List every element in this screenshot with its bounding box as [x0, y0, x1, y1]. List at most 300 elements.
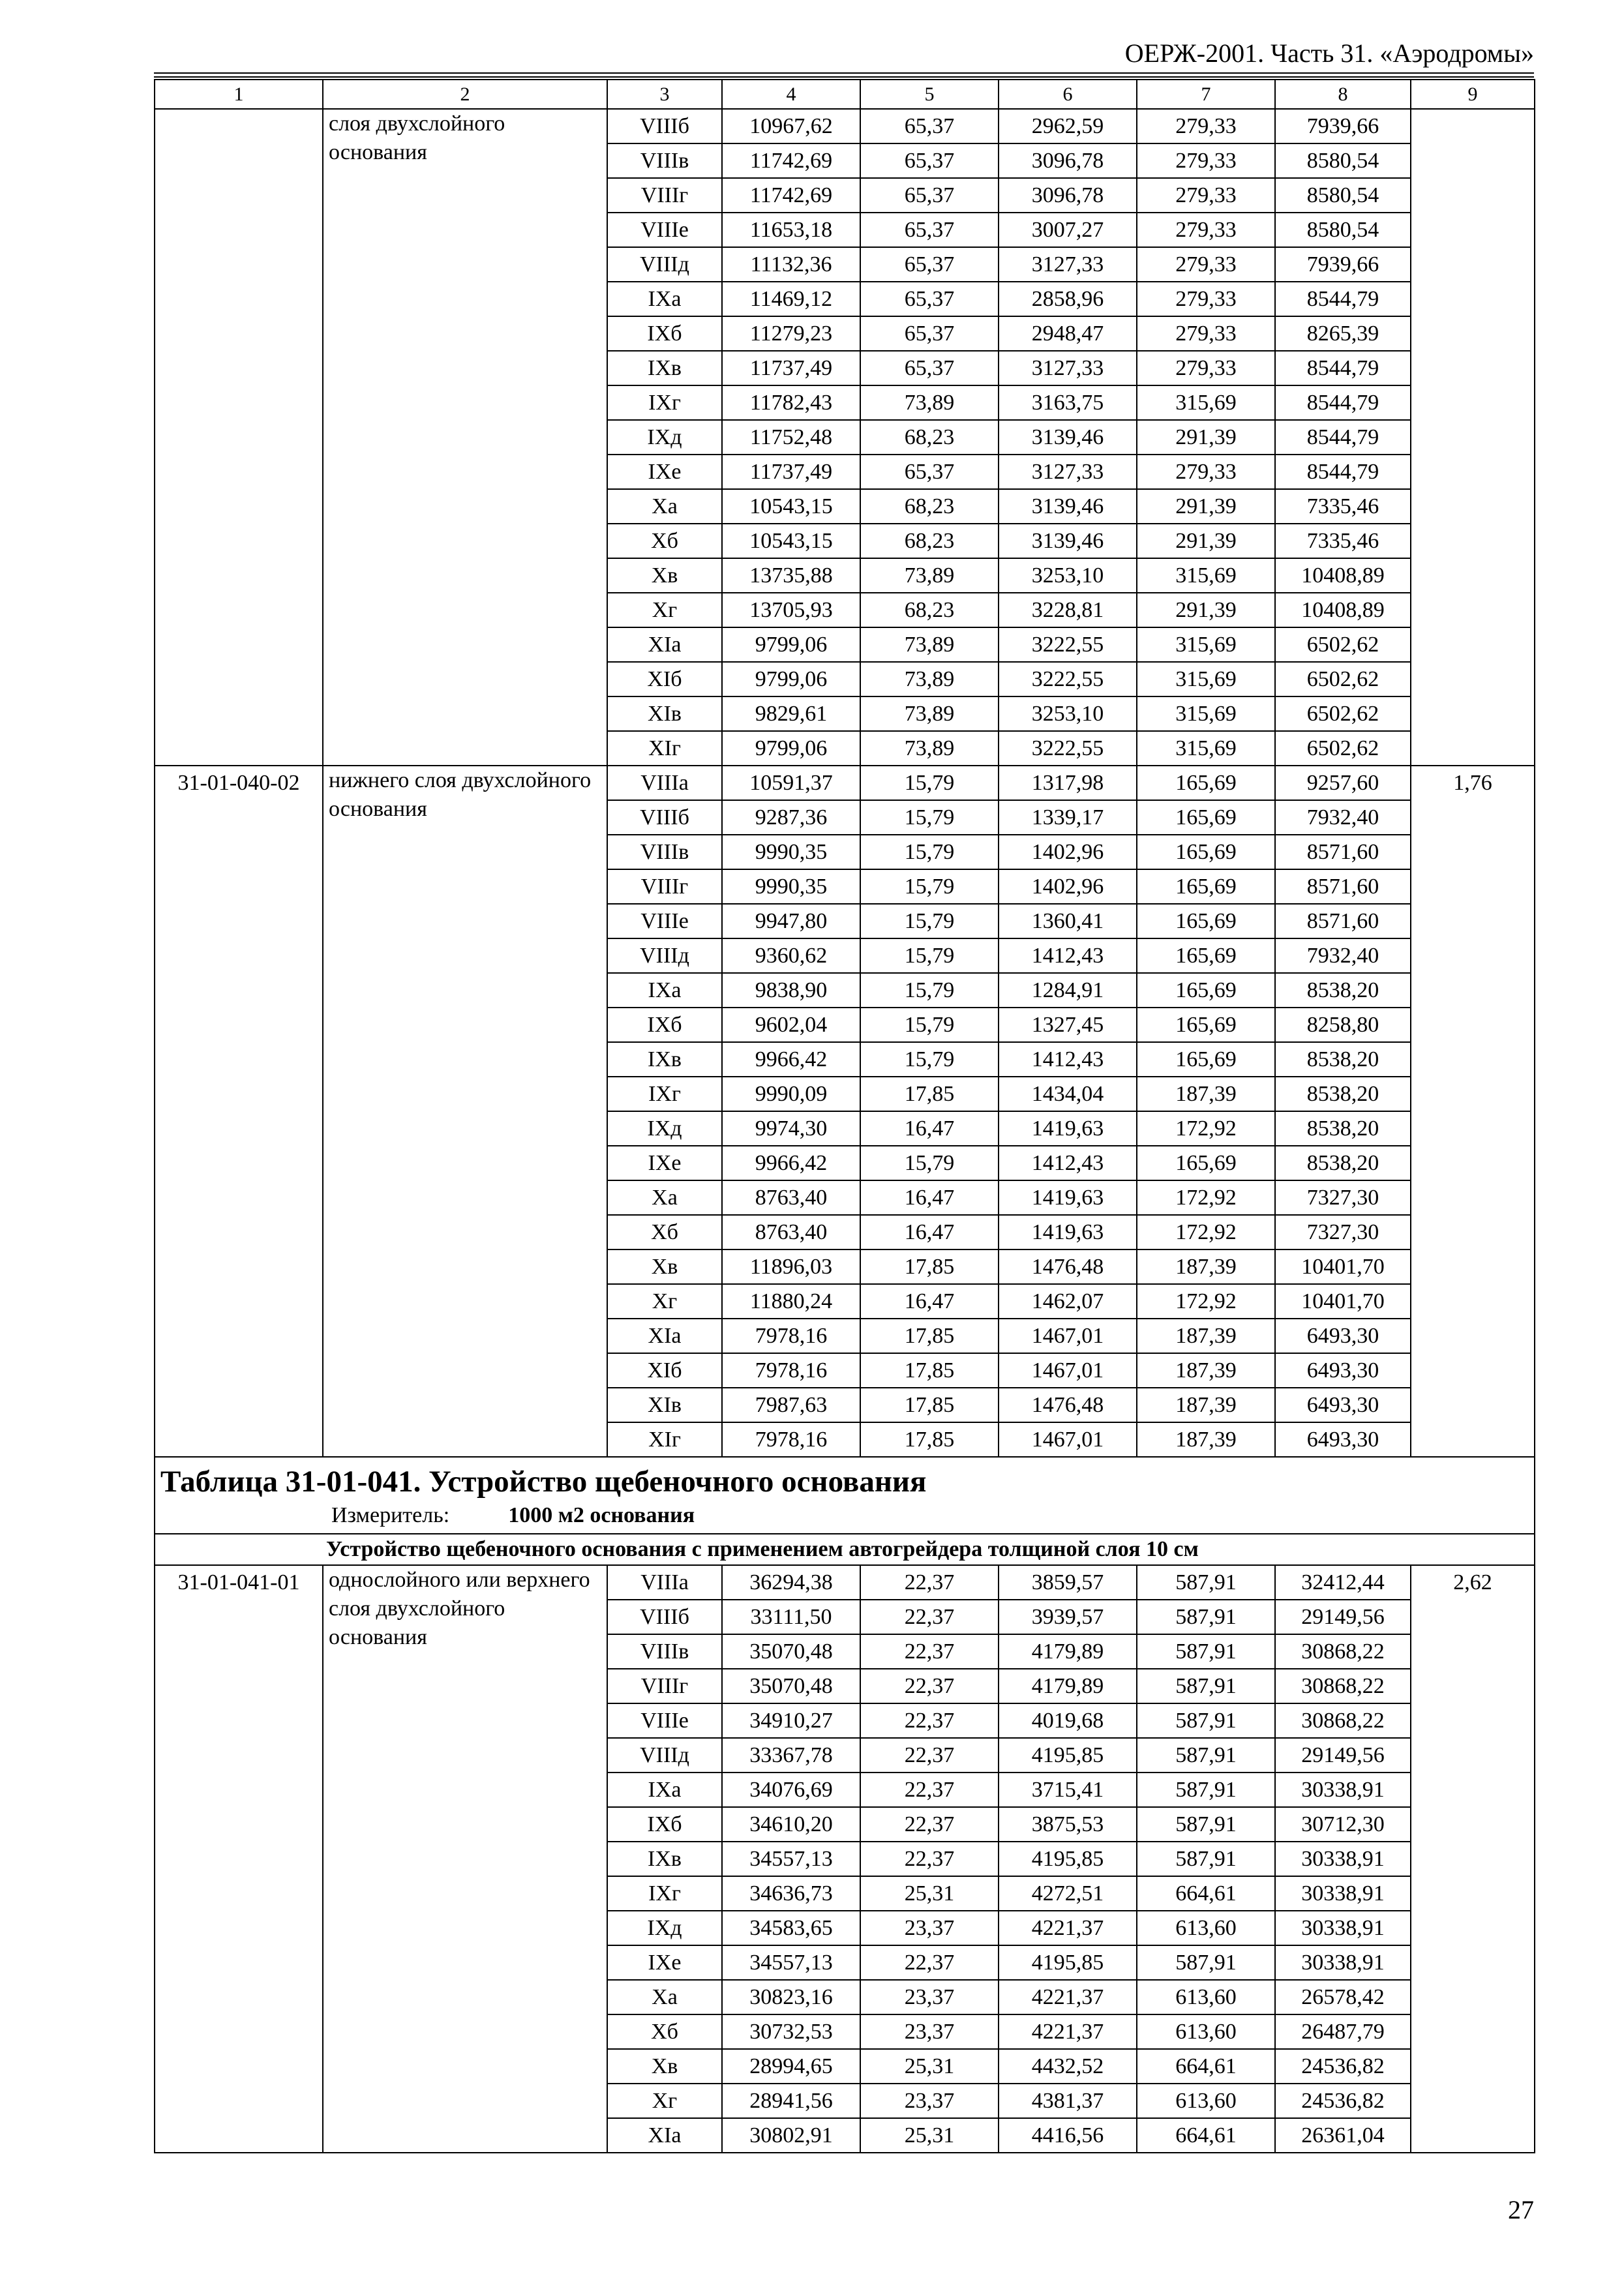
value-cell: 29149,56: [1275, 1600, 1411, 1634]
value-cell: 9966,42: [722, 1146, 860, 1180]
value-cell: 30338,91: [1275, 1911, 1411, 1945]
zone-code: IXг: [607, 1077, 722, 1111]
zone-code: Xб: [607, 1215, 722, 1249]
value-cell: 3139,46: [999, 489, 1137, 524]
value-cell: 587,91: [1137, 1669, 1275, 1703]
rates-table: [154, 79, 1535, 2153]
value-cell: 315,69: [1137, 385, 1275, 420]
zone-code: Xа: [607, 489, 722, 524]
value-cell: 3007,27: [999, 213, 1137, 247]
value-cell: 11653,18: [722, 213, 860, 247]
value-cell: 65,37: [860, 109, 999, 143]
value-cell: 25,31: [860, 2118, 999, 2153]
column-number: 9: [1411, 80, 1535, 109]
value-cell: 6502,62: [1275, 627, 1411, 662]
value-cell: 1467,01: [999, 1422, 1137, 1457]
column-number: 1: [155, 80, 323, 109]
value-cell: 11742,69: [722, 178, 860, 213]
value-cell: 9799,06: [722, 662, 860, 696]
value-cell: 10401,70: [1275, 1249, 1411, 1284]
value-cell: 165,69: [1137, 938, 1275, 973]
zone-code: VIIIа: [607, 1565, 722, 1600]
value-cell: 6502,62: [1275, 731, 1411, 766]
value-cell: 73,89: [860, 731, 999, 766]
value-cell: 34910,27: [722, 1703, 860, 1738]
value-cell: 28994,65: [722, 2049, 860, 2084]
value-cell: 23,37: [860, 1980, 999, 2014]
section-title: Таблица 31-01-041. Устройство щебеночного основания: [160, 1465, 927, 1499]
value-cell: 17,85: [860, 1077, 999, 1111]
value-cell: 4416,56: [999, 2118, 1137, 2153]
value-cell: 3222,55: [999, 627, 1137, 662]
value-cell: 68,23: [860, 593, 999, 627]
value-cell: 22,37: [860, 1807, 999, 1842]
value-cell: 30868,22: [1275, 1703, 1411, 1738]
value-cell: 613,60: [1137, 2014, 1275, 2049]
value-cell: 1317,98: [999, 766, 1137, 800]
value-cell: 65,37: [860, 351, 999, 385]
zone-code: VIIIб: [607, 1600, 722, 1634]
value-cell: 13705,93: [722, 593, 860, 627]
value-cell: 30732,53: [722, 2014, 860, 2049]
zone-code: IXв: [607, 1042, 722, 1077]
column-number: 2: [323, 80, 607, 109]
value-cell: 172,92: [1137, 1284, 1275, 1319]
value-cell: 165,69: [1137, 1042, 1275, 1077]
value-cell: 65,37: [860, 213, 999, 247]
value-cell: 22,37: [860, 1634, 999, 1669]
value-cell: 4179,89: [999, 1634, 1137, 1669]
value-cell: 16,47: [860, 1180, 999, 1215]
page-number: 27: [1508, 2195, 1534, 2224]
zone-code: IXа: [607, 282, 722, 316]
zone-code: VIIIе: [607, 1703, 722, 1738]
header-rule: [154, 76, 1534, 78]
value-cell: 73,89: [860, 662, 999, 696]
value-cell: 3253,10: [999, 558, 1137, 593]
value-cell: 187,39: [1137, 1077, 1275, 1111]
value-cell: 587,91: [1137, 1773, 1275, 1807]
value-cell: 3139,46: [999, 524, 1137, 558]
value-cell: 34636,73: [722, 1876, 860, 1911]
value-cell: 187,39: [1137, 1422, 1275, 1457]
value-cell: 187,39: [1137, 1388, 1275, 1422]
zone-code: XIа: [607, 2118, 722, 2153]
value-cell: 613,60: [1137, 1911, 1275, 1945]
value-cell: 28941,56: [722, 2084, 860, 2118]
value-cell: 1402,96: [999, 869, 1137, 904]
zone-code: VIIIг: [607, 869, 722, 904]
value-cell: 9257,60: [1275, 766, 1411, 800]
value-cell: 8538,20: [1275, 1042, 1411, 1077]
zone-code: IXд: [607, 420, 722, 455]
value-cell: 26578,42: [1275, 1980, 1411, 2014]
value-cell: 165,69: [1137, 973, 1275, 1008]
zone-code: XIб: [607, 1353, 722, 1388]
value-cell: 9360,62: [722, 938, 860, 973]
value-cell: 15,79: [860, 869, 999, 904]
rate-code: 31-01-041-01: [155, 1565, 323, 2153]
value-cell: 587,91: [1137, 1807, 1275, 1842]
value-cell: 30338,91: [1275, 1773, 1411, 1807]
value-cell: 3859,57: [999, 1565, 1137, 1600]
value-cell: 32412,44: [1275, 1565, 1411, 1600]
value-cell: 8258,80: [1275, 1008, 1411, 1042]
value-cell: 11742,69: [722, 143, 860, 178]
value-cell: 15,79: [860, 1146, 999, 1180]
subsection-row: [155, 1534, 1535, 1565]
value-cell: 15,79: [860, 1008, 999, 1042]
value-cell: 1419,63: [999, 1180, 1137, 1215]
value-cell: 2948,47: [999, 316, 1137, 351]
value-cell: 11469,12: [722, 282, 860, 316]
value-cell: 30338,91: [1275, 1876, 1411, 1911]
value-cell: 11782,43: [722, 385, 860, 420]
value-cell: 4272,51: [999, 1876, 1137, 1911]
value-cell: 73,89: [860, 385, 999, 420]
zone-code: VIIIд: [607, 938, 722, 973]
zone-code: Xа: [607, 1980, 722, 2014]
value-cell: 8571,60: [1275, 835, 1411, 869]
value-cell: 279,33: [1137, 143, 1275, 178]
zone-code: IXа: [607, 973, 722, 1008]
value-cell: 23,37: [860, 2084, 999, 2118]
zone-code: Xг: [607, 2084, 722, 2118]
value-cell: 279,33: [1137, 282, 1275, 316]
value-cell: 26361,04: [1275, 2118, 1411, 2153]
value-cell: 30823,16: [722, 1980, 860, 2014]
value-cell: 8580,54: [1275, 213, 1411, 247]
value-cell: 165,69: [1137, 869, 1275, 904]
value-cell: 165,69: [1137, 766, 1275, 800]
value-cell: 22,37: [860, 1945, 999, 1980]
table-row: [155, 1565, 1535, 1600]
value-cell: 25,31: [860, 2049, 999, 2084]
value-cell: 8538,20: [1275, 1146, 1411, 1180]
zone-code: VIIIв: [607, 143, 722, 178]
rate-description: однослойного или верхнего слоя двухслойного основания: [323, 1565, 607, 2153]
section-header: [155, 1457, 1535, 1534]
zone-code: VIIIг: [607, 1669, 722, 1703]
header-rule: [154, 72, 1534, 74]
value-cell: 22,37: [860, 1565, 999, 1600]
value-cell: 17,85: [860, 1353, 999, 1388]
value-cell: 65,37: [860, 282, 999, 316]
table-row: [155, 766, 1535, 800]
value-cell: 664,61: [1137, 2049, 1275, 2084]
zone-code: VIIIе: [607, 213, 722, 247]
zone-code: VIIIд: [607, 1738, 722, 1773]
value-cell: 33111,50: [722, 1600, 860, 1634]
value-cell: 22,37: [860, 1600, 999, 1634]
value-cell: 73,89: [860, 696, 999, 731]
value-cell: 7978,16: [722, 1319, 860, 1353]
value-cell: 23,37: [860, 1911, 999, 1945]
value-cell: 315,69: [1137, 696, 1275, 731]
zone-code: VIIIв: [607, 1634, 722, 1669]
value-cell: 3096,78: [999, 178, 1137, 213]
value-cell: 15,79: [860, 835, 999, 869]
zone-code: XIг: [607, 731, 722, 766]
value-cell: 165,69: [1137, 800, 1275, 835]
zone-code: VIIIб: [607, 109, 722, 143]
column-number: 5: [860, 80, 999, 109]
value-cell: 16,47: [860, 1215, 999, 1249]
value-cell: 9990,09: [722, 1077, 860, 1111]
value-cell: 9966,42: [722, 1042, 860, 1077]
column-number-row: [155, 80, 1535, 109]
value-cell: 9829,61: [722, 696, 860, 731]
value-cell: 1476,48: [999, 1388, 1137, 1422]
value-cell: 279,33: [1137, 455, 1275, 489]
value-cell: 1412,43: [999, 1146, 1137, 1180]
zone-code: IXе: [607, 1146, 722, 1180]
value-cell: 65,37: [860, 247, 999, 282]
value-cell: 11737,49: [722, 455, 860, 489]
value-cell: 613,60: [1137, 2084, 1275, 2118]
value-cell: 165,69: [1137, 1008, 1275, 1042]
value-cell: 587,91: [1137, 1634, 1275, 1669]
zone-code: VIIIе: [607, 904, 722, 938]
rate-description: нижнего слоя двухслойного основания: [323, 766, 607, 1457]
table-row: [155, 109, 1535, 143]
value-cell: 4221,37: [999, 1980, 1137, 2014]
value-cell: 1462,07: [999, 1284, 1137, 1319]
value-cell: 8265,39: [1275, 316, 1411, 351]
value-cell: 30338,91: [1275, 1945, 1411, 1980]
value-cell: 1467,01: [999, 1319, 1137, 1353]
value-cell: 4195,85: [999, 1738, 1137, 1773]
zone-code: XIа: [607, 1319, 722, 1353]
value-cell: 291,39: [1137, 524, 1275, 558]
value-cell: 8580,54: [1275, 178, 1411, 213]
rate-description: слоя двухслойного основания: [323, 109, 607, 766]
value-cell: 4195,85: [999, 1842, 1137, 1876]
value-cell: 3222,55: [999, 731, 1137, 766]
value-cell: 1412,43: [999, 1042, 1137, 1077]
value-cell: 68,23: [860, 524, 999, 558]
value-cell: 7327,30: [1275, 1180, 1411, 1215]
value-cell: 1419,63: [999, 1111, 1137, 1146]
value-cell: 4432,52: [999, 2049, 1137, 2084]
value-cell: 172,92: [1137, 1180, 1275, 1215]
value-cell: 15,79: [860, 938, 999, 973]
meter-line: [160, 1503, 1534, 1528]
value-cell: 4221,37: [999, 2014, 1137, 2049]
value-cell: 9838,90: [722, 973, 860, 1008]
value-cell: 4019,68: [999, 1703, 1137, 1738]
value-cell: 15,79: [860, 766, 999, 800]
value-cell: 165,69: [1137, 1146, 1275, 1180]
value-cell: 30338,91: [1275, 1842, 1411, 1876]
value-cell: 29149,56: [1275, 1738, 1411, 1773]
rate-code: 31-01-040-02: [155, 766, 323, 1457]
value-cell: 34557,13: [722, 1842, 860, 1876]
value-cell: 36294,38: [722, 1565, 860, 1600]
value-cell: 3875,53: [999, 1807, 1137, 1842]
value-cell: 24536,82: [1275, 2084, 1411, 2118]
value-cell: 9974,30: [722, 1111, 860, 1146]
value-cell: 65,37: [860, 455, 999, 489]
value-cell: 587,91: [1137, 1600, 1275, 1634]
value-cell: 1476,48: [999, 1249, 1137, 1284]
value-cell: 34583,65: [722, 1911, 860, 1945]
zone-code: Xа: [607, 1180, 722, 1215]
value-cell: 1402,96: [999, 835, 1137, 869]
value-cell: 279,33: [1137, 247, 1275, 282]
zone-code: VIIIг: [607, 178, 722, 213]
value-cell: 11737,49: [722, 351, 860, 385]
value-cell: 315,69: [1137, 731, 1275, 766]
value-cell: 10408,89: [1275, 558, 1411, 593]
value-cell: 15,79: [860, 800, 999, 835]
value-cell: 9799,06: [722, 731, 860, 766]
zone-code: IXе: [607, 1945, 722, 1980]
value-cell: 3253,10: [999, 696, 1137, 731]
value-cell: 68,23: [860, 420, 999, 455]
value-cell: 4179,89: [999, 1669, 1137, 1703]
value-cell: 279,33: [1137, 351, 1275, 385]
zone-code: XIв: [607, 1388, 722, 1422]
value-cell: 587,91: [1137, 1565, 1275, 1600]
value-cell: 65,37: [860, 316, 999, 351]
value-cell: 3228,81: [999, 593, 1137, 627]
value-cell: 9799,06: [722, 627, 860, 662]
value-cell: 13735,88: [722, 558, 860, 593]
value-cell: 4195,85: [999, 1945, 1137, 1980]
value-cell: 8544,79: [1275, 282, 1411, 316]
value-cell: 35070,48: [722, 1634, 860, 1669]
value-cell: 1360,41: [999, 904, 1137, 938]
value-cell: 11880,24: [722, 1284, 860, 1319]
value-cell: 1419,63: [999, 1215, 1137, 1249]
value-cell: 6502,62: [1275, 662, 1411, 696]
value-cell: 8538,20: [1275, 1077, 1411, 1111]
value-cell: 7932,40: [1275, 938, 1411, 973]
rate-code: [155, 109, 323, 766]
value-cell: 11279,23: [722, 316, 860, 351]
value-cell: 10967,62: [722, 109, 860, 143]
value-cell: 8763,40: [722, 1215, 860, 1249]
value-cell: 1412,43: [999, 938, 1137, 973]
value-cell: 3715,41: [999, 1773, 1137, 1807]
value-cell: 15,79: [860, 904, 999, 938]
value-cell: 17,85: [860, 1319, 999, 1353]
value-cell: 33367,78: [722, 1738, 860, 1773]
value-cell: 30802,91: [722, 2118, 860, 2153]
value-cell: 68,23: [860, 489, 999, 524]
value-cell: 165,69: [1137, 904, 1275, 938]
value-cell: 9287,36: [722, 800, 860, 835]
zone-code: Xв: [607, 558, 722, 593]
value-cell: 73,89: [860, 627, 999, 662]
value-cell: 291,39: [1137, 489, 1275, 524]
value-cell: 7939,66: [1275, 247, 1411, 282]
value-cell: 6493,30: [1275, 1422, 1411, 1457]
value-cell: 3163,75: [999, 385, 1137, 420]
value-cell: 11132,36: [722, 247, 860, 282]
value-cell: 3127,33: [999, 247, 1137, 282]
value-cell: 15,79: [860, 973, 999, 1008]
value-cell: 3222,55: [999, 662, 1137, 696]
value-cell: 2962,59: [999, 109, 1137, 143]
value-cell: 9602,04: [722, 1008, 860, 1042]
value-cell: 10543,15: [722, 489, 860, 524]
value-cell: 3939,57: [999, 1600, 1137, 1634]
value-cell: 22,37: [860, 1669, 999, 1703]
value-cell: 23,37: [860, 2014, 999, 2049]
meter-label: Измеритель:: [331, 1503, 450, 1527]
zone-code: XIа: [607, 627, 722, 662]
value-cell: 9990,35: [722, 869, 860, 904]
value-cell: 10401,70: [1275, 1284, 1411, 1319]
value-cell: 8571,60: [1275, 869, 1411, 904]
value-cell: 73,89: [860, 558, 999, 593]
value-cell: 9990,35: [722, 835, 860, 869]
value-cell: 11896,03: [722, 1249, 860, 1284]
value-cell: 8538,20: [1275, 1111, 1411, 1146]
zone-code: Xг: [607, 1284, 722, 1319]
value-cell: 34610,20: [722, 1807, 860, 1842]
zone-code: IXа: [607, 1773, 722, 1807]
value-cell: 17,85: [860, 1388, 999, 1422]
zone-code: IXб: [607, 316, 722, 351]
value-cell: 279,33: [1137, 213, 1275, 247]
value-cell: 279,33: [1137, 316, 1275, 351]
value-cell: 7978,16: [722, 1353, 860, 1388]
value-cell: 17,85: [860, 1422, 999, 1457]
coefficient: 1,76: [1411, 766, 1535, 1457]
value-cell: 613,60: [1137, 1980, 1275, 2014]
value-cell: 8544,79: [1275, 385, 1411, 420]
value-cell: 10408,89: [1275, 593, 1411, 627]
zone-code: IXг: [607, 385, 722, 420]
value-cell: 187,39: [1137, 1353, 1275, 1388]
value-cell: 26487,79: [1275, 2014, 1411, 2049]
value-cell: 664,61: [1137, 1876, 1275, 1911]
zone-code: VIIIв: [607, 835, 722, 869]
zone-code: IXг: [607, 1876, 722, 1911]
value-cell: 30712,30: [1275, 1807, 1411, 1842]
zone-code: VIIIб: [607, 800, 722, 835]
value-cell: 16,47: [860, 1111, 999, 1146]
value-cell: 291,39: [1137, 593, 1275, 627]
value-cell: 22,37: [860, 1703, 999, 1738]
value-cell: 34557,13: [722, 1945, 860, 1980]
zone-code: VIIIд: [607, 247, 722, 282]
value-cell: 9947,80: [722, 904, 860, 938]
value-cell: 25,31: [860, 1876, 999, 1911]
value-cell: 4381,37: [999, 2084, 1137, 2118]
section-header-row: [155, 1457, 1535, 1534]
coefficient: 2,62: [1411, 1565, 1535, 2153]
value-cell: 8763,40: [722, 1180, 860, 1215]
zone-code: XIб: [607, 662, 722, 696]
column-number: 4: [722, 80, 860, 109]
value-cell: 35070,48: [722, 1669, 860, 1703]
value-cell: 3139,46: [999, 420, 1137, 455]
value-cell: 7978,16: [722, 1422, 860, 1457]
value-cell: 16,47: [860, 1284, 999, 1319]
value-cell: 6493,30: [1275, 1319, 1411, 1353]
value-cell: 30868,22: [1275, 1634, 1411, 1669]
value-cell: 6493,30: [1275, 1388, 1411, 1422]
value-cell: 587,91: [1137, 1738, 1275, 1773]
value-cell: 1339,17: [999, 800, 1137, 835]
column-number: 3: [607, 80, 722, 109]
zone-code: IXв: [607, 351, 722, 385]
zone-code: IXе: [607, 455, 722, 489]
